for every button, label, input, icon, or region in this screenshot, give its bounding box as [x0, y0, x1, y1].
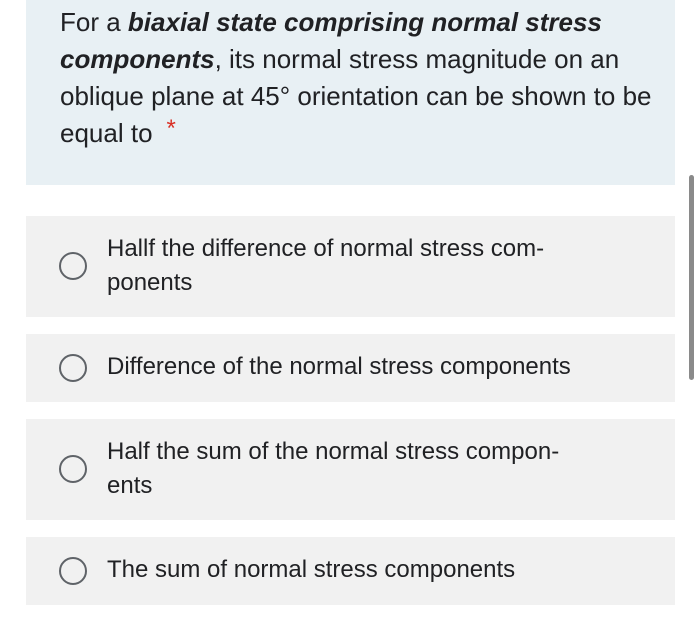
required-marker: *: [166, 115, 176, 142]
option-label: Difference of the normal stress components: [107, 353, 571, 380]
option-2[interactable]: [26, 334, 675, 402]
radio-button[interactable]: [59, 455, 87, 483]
option-label: Hallf the difference of normal stress com- ponents: [107, 235, 545, 296]
option-label: Half the sum of the normal stress compon- ents: [107, 438, 560, 499]
question-bold-phrase: biaxial state comprising normal stress components: [60, 7, 602, 74]
question-prefix: For a: [60, 7, 128, 37]
question-card: [26, 0, 675, 185]
option-1[interactable]: [26, 216, 675, 317]
option-label: The sum of normal stress components: [107, 556, 516, 583]
scrollbar[interactable]: [689, 175, 694, 380]
radio-button[interactable]: [59, 557, 87, 585]
question-suffix: , its normal stress magnitude on an oblique plane at 45° orientation can be shown to be equal to: [60, 44, 652, 148]
question-text: [60, 7, 652, 148]
radio-button[interactable]: [59, 252, 87, 280]
option-4[interactable]: [26, 537, 675, 605]
option-3[interactable]: [26, 419, 675, 520]
radio-button[interactable]: [59, 354, 87, 382]
